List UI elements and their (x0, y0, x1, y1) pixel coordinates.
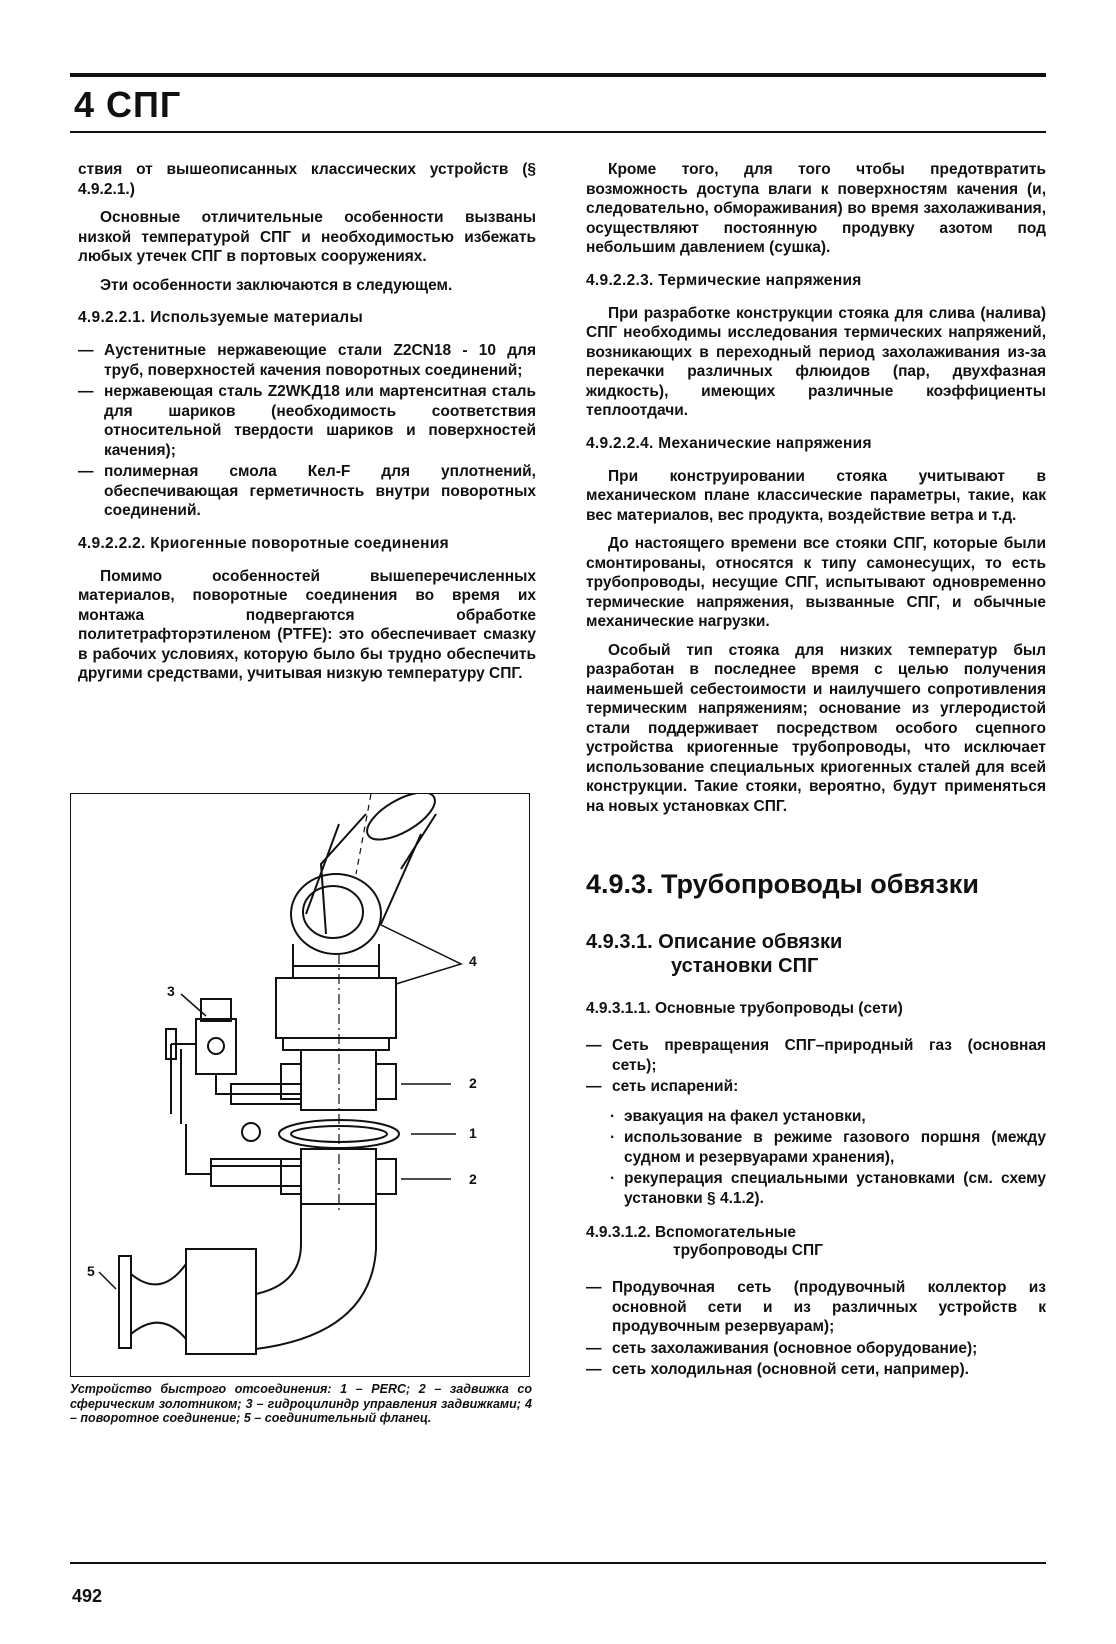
paragraph: ствия от вышеописанных классических устройств (§ 4.9.2.1.) (78, 161, 536, 198)
paragraph: Эти особенности заключаются в следующем. (100, 276, 453, 294)
paragraph: Особый тип стояка для низких температур был разработан в последнее время с целью получения наименьшей себестоимости и наилучшего сопротивления термическим напряжениям; основание из углеродистой стали поддерживает посредством особого сцепного устройства криогенные трубопроводы, что исключает использование специальных криогенных сталей для всей конструкции. Такие стояки, вероятно, будут применяться на новых установках СПГ. (586, 641, 1046, 815)
figure-label: 2 (469, 1075, 477, 1091)
figure-frame (70, 793, 530, 1377)
figure-label: 2 (469, 1171, 477, 1187)
subsubsection-title (586, 1224, 1046, 1260)
list-item: · эвакуация на факел установки, (608, 1107, 1046, 1127)
chapter-header: 4 СПГ (74, 84, 182, 125)
paragraph: При разработке конструкции стояка для слива (налива) СПГ необходимы исследования термических напряжений, возникающих в переходный период захолаживания из-за перекачки различных флюидов (пар, двухфазная жидкость), имеющих различные коэффициенты теплоотдачи. (586, 304, 1046, 419)
right-column (586, 160, 1046, 1390)
connecting-flange (119, 1249, 256, 1354)
figure-caption: Устройство быстрого отсоединения: 1 – PERC; 2 – задвижка со сферическим золотником; 3 – гидроцилиндр управления задвижками; 4 – поворотное соединение; 5 – соединительный фланец. (70, 1382, 532, 1425)
page-number: 492 (72, 1586, 103, 1606)
footer-rule (70, 1562, 1046, 1564)
paragraph: При конструировании стояка учитывают в механическом плане классические параметры, такие, как вес материалов, вес продукта, воздействие ветра и т.д. (586, 467, 1046, 524)
subsubsection-title-line: 4.9.3.1.2. Вспомогательные (586, 1224, 796, 1241)
section-title: 4.9.3. Трубопроводы обвязки (586, 869, 979, 899)
subsubsection-title-line: трубопроводы СПГ (673, 1242, 823, 1259)
section-heading: 4.9.2.2.3. Термические напряжения (586, 271, 862, 289)
top-rule (70, 73, 1046, 77)
figure-label: 5 (87, 1263, 95, 1279)
inclined-pipe (306, 794, 442, 934)
paragraph: Основные отличительные особенности вызваны низкой температурой СПГ и необходимостью избежать любых утечек СПГ в портовых сооружениях. (78, 209, 536, 265)
paragraph: Помимо особенностей вышеперечисленных материалов, поворотные соединения во время их монтажа подвергаются обработке политетрафторэтиленом (PTFE): это обеспечивает смазку в рабочих условиях, которую было бы трудно обеспечить другими средствами, учитывая низкую температуру СПГ. (78, 567, 536, 682)
list-item: · использование в режиме газового поршня (между судном и резервуарами хранения), (608, 1128, 1046, 1167)
list-item: — Сеть превращения СПГ–природный газ (основная сеть); (586, 1036, 1046, 1075)
quick-disconnect-drawing (71, 794, 529, 1376)
list-item: — сеть захолаживания (основное оборудование); (586, 1339, 1046, 1359)
materials-list (78, 341, 536, 521)
paragraph: Кроме того, для того чтобы предотвратить возможность доступа влаги к поверхностям качения (и, следовательно, обмораживания) во время захолаживания, осуществляют постоянную продувку азотом под небольшим давлением (сушка). (586, 161, 1046, 256)
subsection-title-line: установки СПГ (671, 955, 819, 977)
header-rule (70, 131, 1046, 133)
list-item: — сеть холодильная (основной сети, например). (586, 1360, 1046, 1380)
list-item: — нержавеющая сталь Z2WKД18 или мартенситная сталь для шариков (необходимость соответствия относительной твердости шариков и поверхностей качения); (78, 382, 536, 460)
vapor-lines-list (608, 1107, 1046, 1209)
section-heading: 4.9.2.2.4. Механические напряжения (586, 434, 872, 452)
list-item: — сеть испарений: (586, 1077, 1046, 1097)
list-item: — полимерная смола Кел-F для уплотнений, обеспечивающая герметичность внутри поворотных соединений. (78, 462, 536, 521)
left-column (78, 160, 536, 693)
paragraph: До настоящего времени все стояки СПГ, которые были смонтированы, относятся к типу самонесущих, то есть трубопроводы, несущие СПГ, испытывают одновременно термические напряжения, вызванные СПГ, и обычные механические нагрузки. (586, 535, 1046, 630)
section-heading: 4.9.2.2.2. Криогенные поворотные соединения (78, 534, 450, 552)
auxiliary-lines-list (586, 1278, 1046, 1380)
subsection-title (586, 930, 1046, 978)
list-item: — Продувочная сеть (продувочный коллектор из основной сети и из различных устройств к продувочным резервуарам); (586, 1278, 1046, 1337)
swivel-joint (291, 874, 381, 978)
figure-label: 4 (469, 953, 477, 969)
figure-label: 3 (167, 983, 175, 999)
subsubsection-title: 4.9.3.1.1. Основные трубопроводы (сети) (586, 1000, 903, 1017)
list-item: · рекуперация специальными установками (см. схему установки § 4.1.2). (608, 1169, 1046, 1208)
list-item: — Аустенитные нержавеющие стали Z2CN18 - 10 для труб, поверхностей качения поворотных соединений; (78, 341, 536, 380)
subsection-title-line: 4.9.3.1. Описание обвязки (586, 931, 843, 953)
section-heading: 4.9.2.2.1. Используемые материалы (78, 309, 363, 326)
main-lines-list (586, 1036, 1046, 1097)
figure-label: 1 (469, 1125, 477, 1141)
